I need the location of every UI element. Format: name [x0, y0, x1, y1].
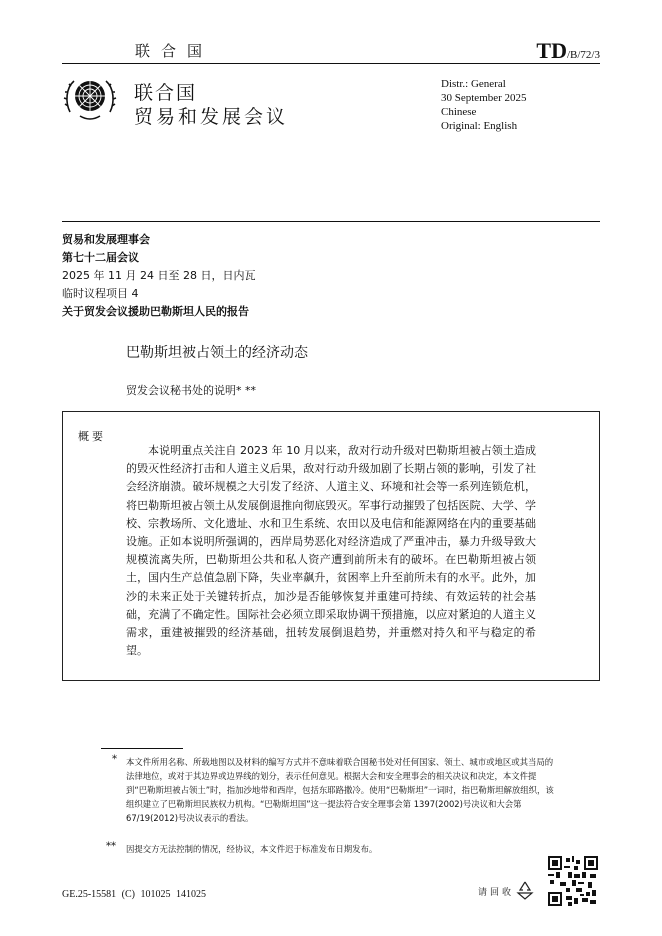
- document-subtitle: 贸发会议秘书处的说明* **: [126, 384, 256, 397]
- document-title: 巴勒斯坦被占领土的经济动态: [126, 345, 308, 361]
- header-rule: [62, 63, 600, 64]
- meeting-info: [62, 231, 255, 321]
- qr-code-icon: [548, 856, 598, 906]
- footnote-1: 本文件所用名称、所载地图以及材料的编写方式并不意味着联合国秘书处对任何国家、领土、城市或地区或其当局的法律地位，或对于其边界或边界线的划分，表示任何意见。根据大会和安全理事会的相关决议和决定，本文件提到“巴勒斯坦被占领土”时，指加沙地带和西岸，包括东耶路撒冷。使用“巴勒斯坦”一词时，指巴勒斯坦解放组织，该组织建立了巴勒斯坦民族权力机构。“巴勒斯坦国”这一提法符合安全理事会第 1397(2002)号决议和大会第 67/19(2012)号决议表示的看法。: [126, 757, 554, 823]
- summary-label: 概要: [78, 430, 106, 443]
- un-emblem-icon: [62, 72, 118, 128]
- agenda-item: 临时议程项目 4: [62, 287, 139, 300]
- distr-language: Chinese: [441, 106, 477, 118]
- symbol-main: TD: [536, 38, 567, 63]
- un-header-label: 联合国: [135, 42, 214, 60]
- recycle-icon: [514, 879, 536, 901]
- footnote-rule: [101, 748, 183, 749]
- distr-original: Original: English: [441, 120, 518, 132]
- summary-text: 本说明重点关注自 2023 年 10 月以来，敌对行动升级对巴勒斯坦被占领土造成的毁灭性经济打击和人道主义后果，敌对行动升级加剧了长期占领的影响，引发了社会经济崩溃。破坏规模之大引发了经济、人道主义、环境和社会等一系列连锁危机，将巴勒斯坦被占领土从发展倒退推向彻底毁灭。军事行动摧毁了包括医院、大学、学校、宗教场所、文化遗址、水和卫生系统、农田以及电信和能源网络在内的重要基础设施。正如本说明所强调的，西岸局势恶化对经济造成了严重冲击，暴力升级导致大规模流离失所，巴勒斯坦公共和私人资产遭到前所未有的破坏。在巴勒斯坦被占领土，国内生产总值急剧下降，失业率飙升，贫困率上升至前所未有的水平。此外，加沙的未来正处于关键转折点，加沙是否能够恢复并重建可持续、有效运转的社会基础，充满了不确定性。国际社会必须立即采取协调干预措施，以应对紧迫的人道主义需求，重建被摧毁的经济基础，扭转发展倒退趋势，并重燃对持久和平与稳定的希望。: [126, 444, 536, 658]
- org-name-line1: 联合国: [134, 82, 198, 104]
- org-name-line2: 贸易和发展会议: [134, 106, 289, 128]
- session-name: 第七十二届会议: [62, 251, 139, 264]
- board-name: 贸易和发展理事会: [62, 233, 150, 246]
- distribution-block: [441, 77, 527, 133]
- recycle-label: 请回收: [478, 888, 515, 898]
- distr-general: Distr.: General: [441, 78, 506, 90]
- session-dates: 2025 年 11 月 24 日至 28 日，日内瓦: [62, 269, 256, 282]
- document-symbol: [536, 38, 600, 64]
- agenda-title: 关于贸发会议援助巴勒斯坦人民的报告: [62, 305, 249, 318]
- footnote-2-mark: **: [106, 841, 116, 852]
- job-number: GE.25-15581 (C) 101025 141025: [62, 889, 206, 900]
- symbol-rest: /B/72/3: [566, 49, 600, 61]
- footnote-2: 因提交方无法控制的情况，经协议，本文件迟于标准发布日期发布。: [126, 844, 378, 854]
- distr-date: 30 September 2025: [441, 92, 527, 104]
- footnote-1-mark: *: [112, 754, 117, 765]
- section-rule: [62, 221, 600, 222]
